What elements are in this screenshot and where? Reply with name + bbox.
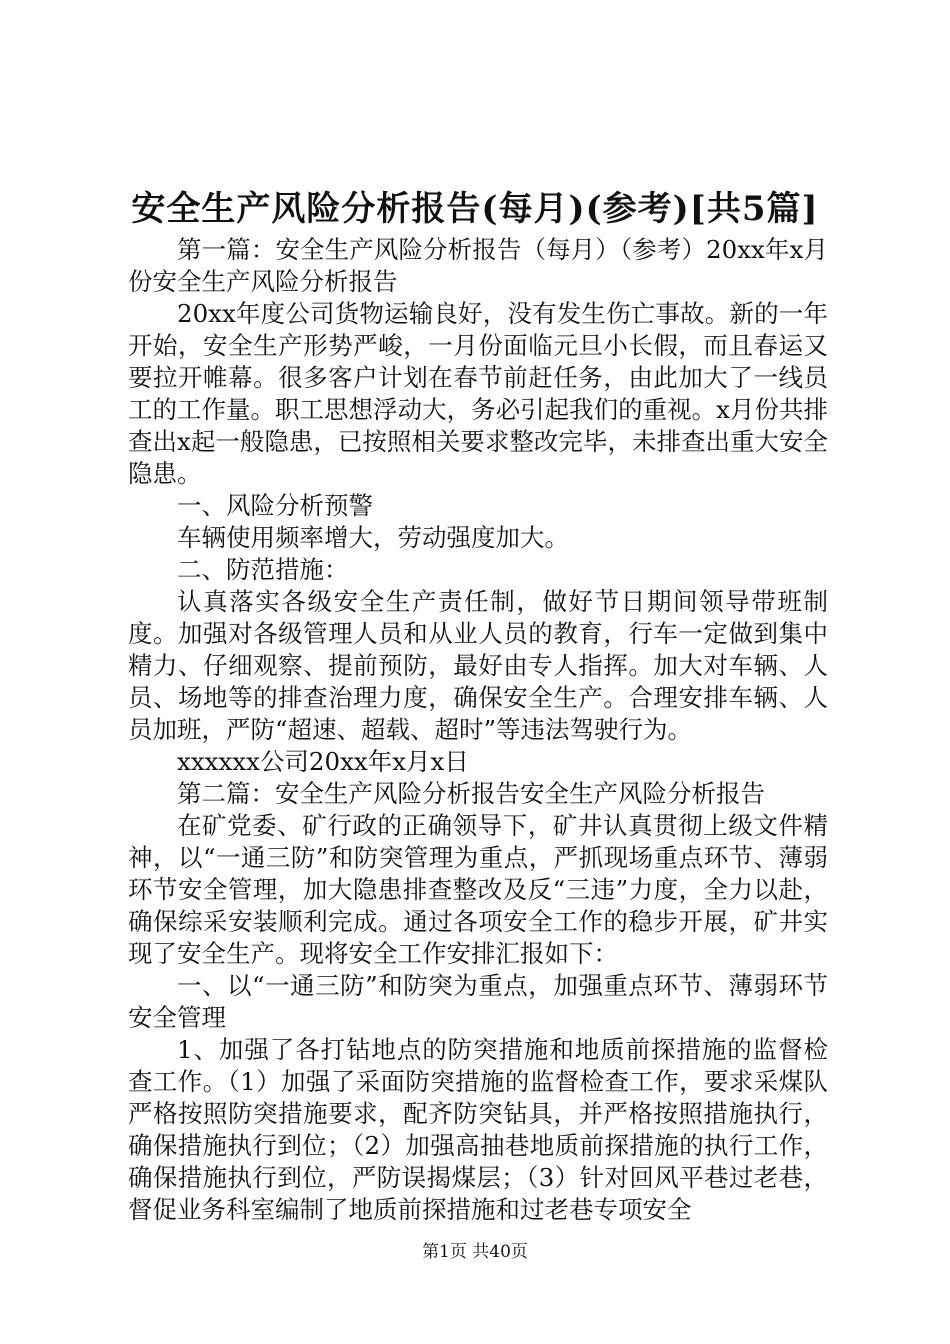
paragraph: 车辆使用频率增大，劳动强度加大。 — [177, 523, 569, 552]
paragraph: 第一篇：安全生产风险分析报告（每月）（参考）20xx年x月份安全生产风险分析报告 — [128, 235, 828, 296]
page-footer: 第1页 共40页 — [422, 1242, 528, 1262]
paragraph: 认真落实各级安全生产责任制，做好节日期间领导带班制度。加强对各级管理人员和从业人员的教育，行车一定做到集中精力、仔细观察、提前预防，最好由专人指挥。加大对车辆、人员、场地等的排查治理力度，确保安全生产。合理安排车辆、人员加班，严防“超速、超载、超时”等违法驾驶行为。 — [128, 587, 828, 744]
paragraph: 第二篇：安全生产风险分析报告安全生产风险分析报告 — [177, 779, 765, 808]
section-heading: 二、防范措施： — [177, 555, 349, 584]
paragraph: 20xx年度公司货物运输良好，没有发生伤亡事故。新的一年开始，安全生产形势严峻，一月份面临元旦小长假，而且春运又要拉开帷幕。很多客户计划在春节前赶任务，由此加大了一线员工的工作量。职工思想浮动大，务必引起我们的重视。x月份共排查出x起一般隐患，已按照相关要求整改完毕，未排查出重大安全隐患。 — [128, 299, 828, 488]
section-heading: 一、以“一通三防”和防突为重点，加强重点环节、薄弱环节安全管理 — [128, 971, 828, 1032]
document-title: 安全生产风险分析报告(每月)(参考)[共5篇] — [131, 189, 819, 229]
paragraph: 1、加强了各打钻地点的防突措施和地质前探措施的监督检查工作。（1）加强了采面防突措施的监督检查工作，要求采煤队严格按照防突措施要求，配齐防突钻具，并严格按照措施执行，确保措施执行到位；（2）加强高抽巷地质前探措施的执行工作，确保措施执行到位，严防误揭煤层；（3）针对回风平巷过老巷，督促业务科室编制了地质前探措施和过老巷专项安全 — [128, 1035, 828, 1224]
section-heading: 一、风险分析预警 — [177, 491, 373, 520]
signature-line: xxxxxx公司20xx年x月x日 — [177, 747, 469, 776]
document-body — [128, 234, 828, 1226]
paragraph: 在矿党委、矿行政的正确领导下，矿井认真贯彻上级文件精神，以“一通三防”和防突管理为重点，严抓现场重点环节、薄弱环节安全管理，加大隐患排查整改及反“三违”力度，全力以赴，确保综采安装顺利完成。通过各项安全工作的稳步开展，矿井实现了安全生产。现将安全工作安排汇报如下： — [128, 811, 828, 968]
